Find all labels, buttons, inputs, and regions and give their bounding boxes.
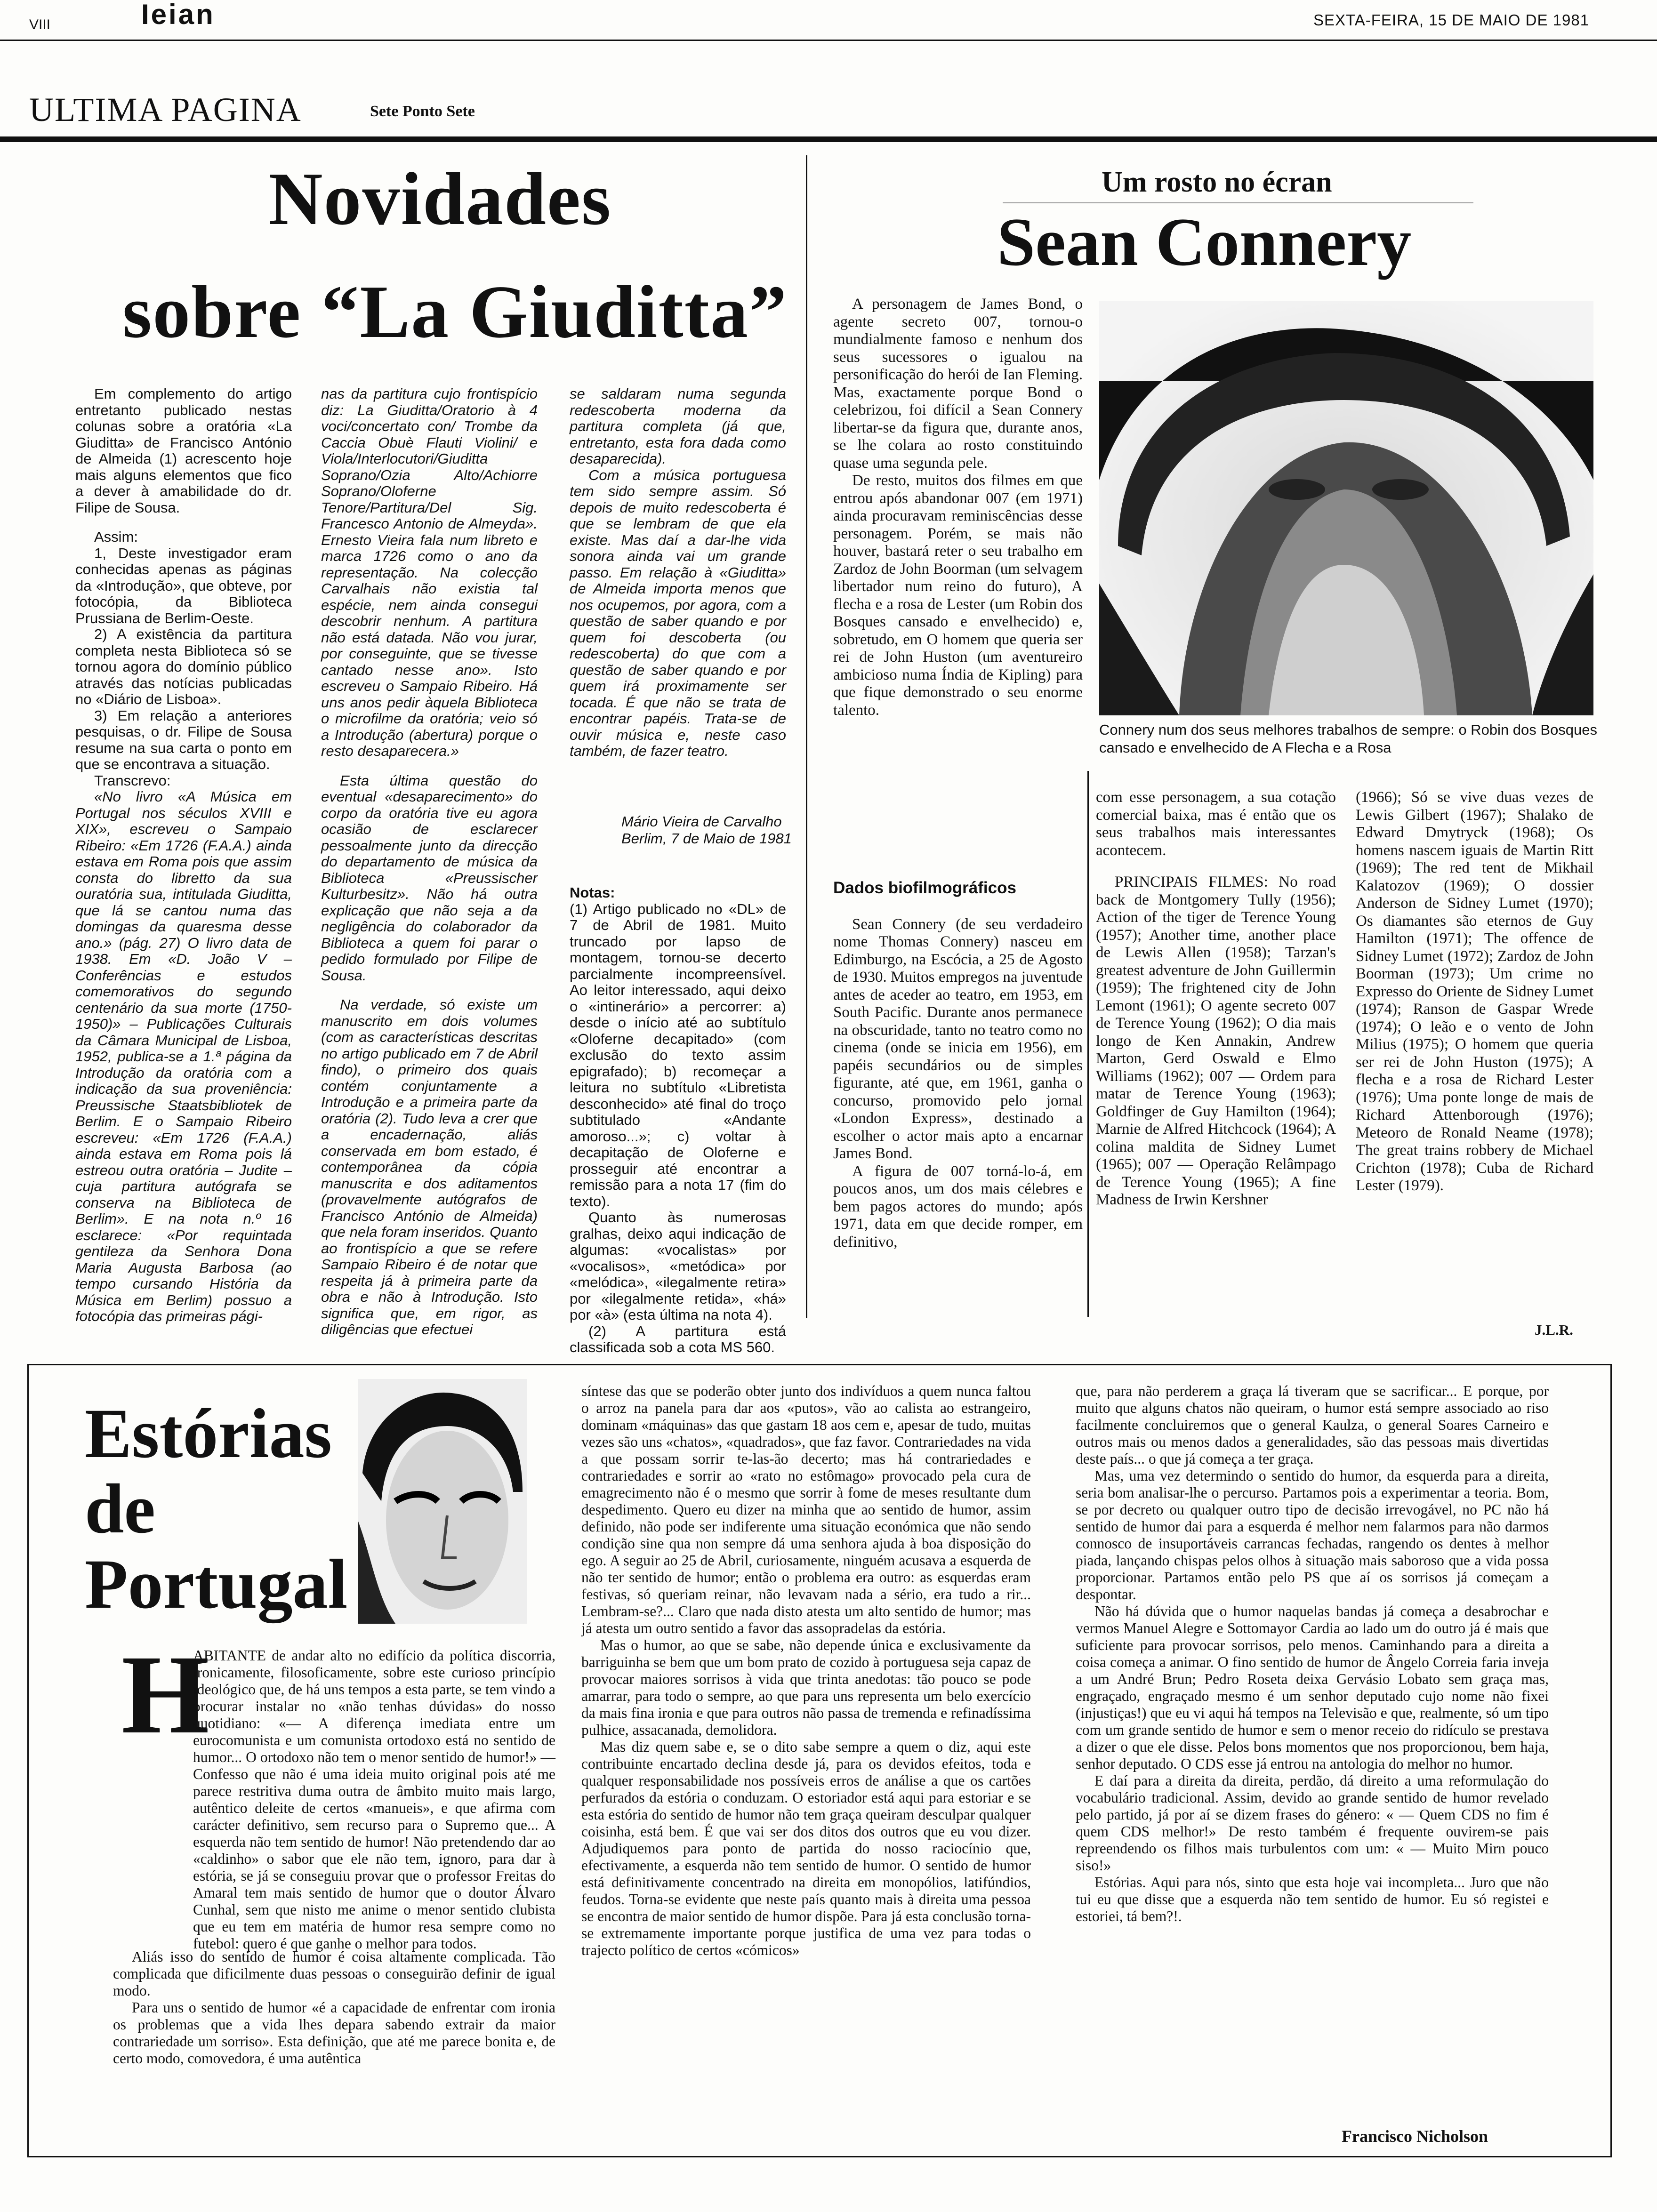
giuditta-column-2: [321, 386, 538, 1338]
films-column-1: [1096, 789, 1336, 1209]
estorias-p: síntese das que se poderão obter junto dos indivíduos a quem nunca faltou o arroz na panela para dar aos «putos», vão ao calista ao estrangeiro, dominam «máquinas» das que gastam 18 aos cem e, apesar de tudo, muitas vezes são uns «chatos», «quadrados», que faz favor. Contrariedades na vida a que possam sorrir te-las-ão decerto; mas há contrariedades e contrariedades e sorrir ao «rato no estômago» provocado pela cura de emagrecimento não é o mesmo que sorrir à fome de meses resultante dum despedimento. Quero eu dizer na minha que ao sentido de humor, assim definido, não pode ser indiferente uma situação económica que não sendo condição sine qua non sempre dá uma senhora ajuda à boa disposição do ego. A seguir ao 25 de Abril, curiosamente, ninguém acusava a esquerda de não ter sentido de humor; então o problema era outro: as esquerdas eram festivas, só queriam reinar, não levavam nada a sério, era tudo a rir... Lembram-se?... Claro que nada disto atesta um alto sentido de humor; mas já atesta um outro sentido a favor das assopradelas da estória.: [581, 1383, 1031, 1636]
giuditta-p: Esta última questão do eventual «desaparecimento» do corpo da oratória tive eu agora ocasião de esclarecer pessoalmente junto da direcção do departamento de música da Biblioteca «Preussischer Kulturbesitz». Não há outra explicação que não seja a da negligência do colaborador da Biblioteca a quem foi parar o pedido formulado por Filipe de Sousa.: [321, 772, 538, 984]
estorias-p: E daí para a direita da direita, perdão, dá direito a uma reformulação do vocabulário tradicional. Assim, devido ao grande sentido de humor revelado pelo partido, já por aí se dizem frases do género: « — Quem CDS no fim é quem CDS melhor!» De resto também é frequente ouvirem-se pais repreendendo os filhos mais turbulentos com um: « — Muito Mirn pouco siso!»: [1076, 1772, 1549, 1874]
giuditta-notes: [570, 885, 786, 1356]
films-column-2: [1356, 789, 1593, 1195]
giuditta-p: Com a música portuguesa tem sido sempre assim. Só depois de muito redescoberta é que se lembram de que ela existe. Mas daí a dar-lhe vida sonora ainda vai um grande passo. Em relação à «Giuditta» de Almeida importa menos que nos ocupemos, por agora, com a questão de saber quando e por quem foi descoberta (ou redescoberta) do que com a questão de saber quando e por quem irá proximamente ser tocada. É que não se trata de encontrar papéis. Trata-se de ouvir música e, neste caso também, de fazer teatro.: [570, 466, 786, 759]
section-subtitle: Sete Ponto Sete: [370, 103, 475, 120]
connery-signature: J.L.R.: [1535, 1322, 1573, 1338]
bio-p: Sean Connery (de seu verdadeiro nome Thomas Connery) nasceu em Edimburgo, na Escócia, a 25 de Agosto de 1930. Muitos empregos na juventude antes de aceder ao teatro, em 1953, em South Pacific. Durante anos permanece na obscuridade, tanto no teatro como no cinema (onde se inicia em 1956), em papéis secundários ou de simples figurante, até que, em 1961, ganha o concurso, promovido pelo jornal «London Express», destinado a escolher o actor mais apto a encarnar James Bond.: [833, 915, 1083, 1162]
connery-headline: Sean Connery: [997, 204, 1412, 280]
giuditta-p: 3) Em relação a anteriores pesquisas, o dr. Filipe de Sousa resume na sua carta o ponto em que se encontrava a situação.: [75, 707, 292, 772]
giuditta-p: nas da partitura cujo frontispício diz: La Giuditta/Oratorio à 4 voci/concertato con/ Trombe da Caccia Obuè Flauti Violini/ e Viola/Interlocutori/Giuditta Soprano/Ozia Alto/Achiorre Soprano/Oloferne Tenore/Partitura/Del Sig. Francesco Antonio de Almeyda». Ernesto Vieira fala num libreto e marca 1726 como o ano da representação. Na colecção Carvalhais não existia tal espécie, nem ainda consegui descobrir nenhum. A partitura não está datada. Não vou jurar, por conseguinte, que se tivesse cantado nesse ano». Isto escreveu o Sampaio Ribeiro. Há uns anos pedir àquela Biblioteca o microfilme da oratória; veio só a Introdução (abertura) porque o resto desaparecera.»: [321, 385, 538, 759]
estorias-column-1b: [113, 1948, 555, 2067]
estorias-p: Mas, uma vez determindo o sentido do humor, da esquerda para a direita, seria bom analisar-lhe o percurso. Partamos pois a experimentar a teoria. Bom, se por decreto ou qualquer outro tipo de decisão irrevogável, no PC não há sentido de humor dai para a esquerda é melhor nem falarmos para não darmos connosco de insuportáveis carrancas fechadas, rangendo os dentes à melhor piada, lançando chispas pelos olhos à situação mais saboroso que a vida possa proporcionar. Partamos então pelo PS que aí os sorrisos já começam a despontar.: [1076, 1467, 1549, 1603]
estorias-signature: Francisco Nicholson: [1342, 2127, 1488, 2146]
films-list-1: PRINCIPAIS FILMES: No road back de Montgomery Tully (1956); Action of the tiger de Terence Young (1957); Another time, another place de Lewis Allen (1958); Tarzan's greatest adventure de John Guillermin (1959); The frightened city de John Lemont (1961); O agente secreto 007 de Terence Young (1962); O dia mais longo de Ken Annakin, Andrew Marton, Gerd Oswald e Elmo Williams (1962); 007 — Ordem para matar de Terence Young (1963); Goldfinger de Guy Hamilton (1964); Marnie de Alfred Hitchcock (1964); A colina maldita de Sidney Lumet (1965); 007 — Operação Relâmpago de Terence Young (1965); A fine Madness de Irwin Kershner: [1096, 874, 1336, 1208]
estorias-p: que, para não perderem a graça lá tiveram que se sacrificar... E porque, por muito que alguns chatos não queiram, o humor está sempre associado ao riso facilmente concluiremos que o general Kaulza, o general Soares Carneiro e outros mais ou menos dados a generalidades, são das pessoas mais divertidas deste país... o que já começa a ter graça.: [1076, 1383, 1549, 1467]
bio-divider: [1087, 771, 1089, 1317]
header-top-rule: [0, 40, 1657, 41]
giuditta-headline-1: Novidades: [268, 157, 612, 240]
estorias-column-1: [193, 1647, 555, 1952]
note: Quanto às numerosas gralhas, deixo aqui indicação de algumas: «vocalistas» por «vocalisos», «metódica» por «melódica», «ilegalmente retira» por «ilegalmente retida», «há» por «à» (esta última na nota 4).: [570, 1209, 786, 1323]
photo-caption: Connery num dos seus melhores trabalhos de sempre: o Robin dos Bosques cansado e envelhecido de A Flecha e a Rosa: [1099, 721, 1598, 756]
estorias-p: Mas diz quem sabe e, se o dito sabe sempre a quem o diz, aqui este contribuinte encartado declina desde já, para os devidos efeitos, toda e qualquer responsabilidade nos possíveis erros de análise a que os cartões perfurados da estória o conduzam. O estoriador está aqui para estoriar e se esta estória do sentido de humor não tem graça queiram desculpar qualquer coisinha, está bem. É que vai ser dos ditos dos outros que eu vou dizer. Adjudiquemos para ponto de partida do nosso raciocínio que, efectivamente, a esquerda não tem sentido de humor. O sentido de humor está definitivamente concentrado na direita em monopólios, latifúndios, feudos. Torna-se evidente que neste país quanto mais à direita uma pessoa se encontra de maior sentido de humor dispõe. Para já esta conclusão torna-se extremamente importante porque justifica de uma vez para todas o trajecto político de certos «cómicos»: [581, 1739, 1031, 1958]
giuditta-p: Na verdade, só existe um manuscrito em dois volumes (com as características descritas no artigo publicado em 7 de Abril findo), o primeiro dos quais contém conjuntamente a Introdução e a primeira parte da oratória (2). Tudo leva a crer que a encadernação, aliás conservada em bom estado, é contemporânea da cópia manuscrita e dos aditamentos (provavelmente autógrafos de Francisco António de Almeida) que nela foram inseridos. Quanto ao frontispício a que se refere Sampaio Ribeiro é de notar que respeita já à primeira parte da obra e não à Introdução. Isto significa que, em rigor, as diligências que efectuei: [321, 996, 538, 1338]
section-title: ULTIMA PAGINA: [29, 91, 302, 128]
estorias-lead: ABITANTE de andar alto no edifício da política discorria, ironicamente, filosoficamente, sobre este curioso princípio ideológico que, de há uns tempos a esta parte, se tem vindo a procurar instalar no «não tenhas dúvidas» do nosso quotidiano: «— A diferença imediata entre um eurocomunista e um comunista ortodoxo está no sentido de humor... O ortodoxo não tem o menor sentido de humor!» — Confesso que não é uma ideia muito original pois até me parece restritiva duma outra de âmbito muito mais largo, autêntico deleite de certos «manueis», e que afirma com carácter definitivo, sem recurso para o Supremo que... A esquerda não tem sentido de humor! Não pretendendo dar ao «caldinho» o sabor que ele não tem, ignoro, para dar à estória, se já se conseguiu provar que o professor Freitas do Amaral tem mais sentido de humor que o doutor Álvaro Cunhal, sem que nisto me anime o menor sentido clubista que eu tem em matéria de humor resa sempre como no futebol: quero é que ganhe o melhor para todos.: [193, 1647, 555, 1952]
header-bottom-rule: [0, 136, 1657, 142]
connery-photo: [1099, 301, 1593, 715]
giuditta-p: Em complemento do artigo entretanto publicado nestas colunas sobre a oratória «La Giuditta» de Francisco António de Almeida (1) acrescento hoje mais alguns elementos que fico a dever à amabilidade do dr. Filipe de Sousa.: [75, 385, 292, 516]
giuditta-column-1: [75, 386, 292, 1325]
connery-p: De resto, muitos dos filmes em que entrou após abandonar 007 (em 1971) ainda procuravam reminiscências desse personagem. Porém, se mais não houver, bastará reter o seu trabalho em Zardoz de John Boorman (um selvagem libertador num reino do futuro), A flecha e a rosa de Lester (um Robin dos Bosques cansado e envelhecido) e, sobretudo, em O homem que queria ser rei de John Huston (um aventureiro ambicioso numa Índia de Kipling) para que fique demonstrado o seu enorme talento.: [833, 472, 1083, 719]
notes-title: Notas:: [570, 884, 615, 901]
drop-cap: H: [121, 1632, 209, 1757]
estorias-p: Não há dúvida que o humor naquelas bandas já começa a desabrochar e vermos Manuel Alegre e Sottomayor Cardia ao lado um do outro já é mais que suficiente para provocar sorrisos, pelo menos. Caminhando para a direita a coisa começa a animar. O fino sentido de humor de Ângelo Correia faria inveja a um André Brun; Pedro Roseta deixa Gervásio Lobato sem graça mas, engraçado, engraçado mesmo é um senhor deputado cujo nome não fixei (injustiças!) que eu vi aqui há tempos na Televisão e que, realmente, só um tipo com um grande sentido de humor e sem o menor receio do ridículo se prestava a dizer o que ele disse. Pelos bons momentos que nos proporcionou, bem haja, senhor deputado. O CDS esse já entrou na antologia do melhor no humor.: [1076, 1603, 1549, 1772]
note: (1) Artigo publicado no «DL» de 7 de Abril de 1981. Muito truncado por lapso de montagem, tornou-se decerto parcialmente incompreensível. Ao leitor interessado, aqui deixo o «intinerário» a percorrer: a) desde o início até ao subtítulo «Oloferne decapitado» (com exclusão do texto assim epigrafado); b) recomeçar a leitura no subtítulo «Libretista desconhecido» até final do troço subtitulado «Andante amoroso...»; c) voltar à decapitação de Oloferne e prosseguir até encontrar a remissão para a nota 17 (fim do texto).: [570, 900, 786, 1210]
giuditta-p: Assim:: [94, 529, 138, 545]
bio-p: A figura de 007 torná-lo-á, em poucos anos, um dos mais célebres e bem pagos actores do mundo; após 1971, data em que decide romper, em definitivo,: [833, 1162, 1083, 1250]
author-portrait-icon: [358, 1379, 527, 1624]
nicholson-portrait: [358, 1379, 527, 1624]
estorias-p: Aliás isso do sentido de humor é coisa altamente complicada. Tão complicada que dificilmente duas pessoas o conseguirão definir de igual modo.: [113, 1948, 555, 1999]
films-intro: com esse personagem, a sua cotação comercial baixa, mas é então que os seus trabalhos mais interessantes acontecem.: [1096, 789, 1336, 859]
giuditta-author: Mário Vieira de Carvalho: [621, 813, 782, 830]
giuditta-headline-2: sobre “La Giuditta”: [122, 270, 788, 353]
giuditta-quote: «No livro «A Música em Portugal nos séculos XVIII e XIX», escreveu o Sampaio Ribeiro: «Em 1726 (F.A.A.) ainda estava em Roma pois que assim consta do libretto da sua ouratória sua, intitulada Giuditta, que lá se cantou numa das domingas da quaresma desse ano.» (pág. 27) O livro data de 1938. Em «D. João V – Conferências e estudos comemorativos do segundo centenário da sua morte (1750-1950)» – Publicações Culturais da Câmara Municipal de Lisboa, 1952, publica-se a 1.ª página da Introdução da oratória com a indicação da sua proveniência: Preussische Staatsbibliotek de Berlim. E o Sampaio Ribeiro escreveu: «Em 1726 (F.A.A.) ainda estava em Roma pois lá estreou outra oratória – Judite – cuja partitura autógrafa se conserva na Biblioteca de Berlim». E na nota n.º 16 esclarece: «Por requintada gentileza da Senhora Dona Maria Augusta Barbosa (ao tempo cursando História da Música em Berlim) possuo a fotocópia das primeiras pági-: [75, 788, 292, 1324]
bio-title: Dados biofilmográficos: [833, 879, 1016, 897]
issue-date: SEXTA-FEIRA, 15 DE MAIO DE 1981: [1313, 11, 1590, 29]
estorias-title-2: de: [85, 1470, 155, 1548]
estorias-p: Mas o humor, ao que se sabe, não depende única e exclusivamente da barriguinha se bem que um bom prato de cozido à portuguesa seja capaz de provocar maiores sorrisos à vida que trinta anedotas: tão pouco se pode amarrar, para todo o sempre, ao que para uns representa um belo exercício da mais fina ironia e que para outros não passa de tremenda e refinadíssima pulhice, assacanada, demolidora.: [581, 1637, 1031, 1738]
newspaper-logo: Ieian: [141, 0, 215, 30]
giuditta-p: se saldaram numa segunda redescoberta moderna da partitura completa (já que, entretanto, esta fora dada como desaparecida).: [570, 385, 786, 467]
giuditta-place-date: Berlim, 7 de Maio de 1981: [621, 830, 792, 847]
connery-bio-column: [833, 771, 1083, 1251]
page-number: VIII: [29, 17, 51, 32]
estorias-p: Estórias. Aqui para nós, sinto que esta hoje vai incompleta... Juro que não tui eu que disse que a esquerda não tem sentido de humor. Eu só registei e estoriei, tá bem?!.: [1076, 1874, 1549, 1924]
giuditta-p: 2) A existência da partitura completa nesta Biblioteca só se tornou agora do domínio público através das notícias publicadas no «Diário de Lisboa».: [75, 626, 292, 707]
estorias-p: Para uns o sentido de humor «é a capacidade de enfrentar com ironia os problemas que a vida lhes depara sabendo extrair da maior contrariedade um sorriso». Esta definição, que até me parece bonita e, de certo modo, comovedora, é uma autêntica: [113, 1999, 555, 2067]
giuditta-p: Transcrevo:: [94, 772, 171, 789]
connery-kicker: Um rosto no écran: [1102, 166, 1332, 198]
giuditta-column-3: [570, 386, 786, 760]
robin-hood-portrait-icon: [1099, 301, 1593, 715]
connery-intro: [833, 296, 1083, 719]
note: (2) A partitura está classificada sob a cota MS 560.: [570, 1322, 786, 1355]
films-list-2: (1966); Só se vive duas vezes de Lewis Gilbert (1967); Shalako de Edward Dmytryck (1968); Os homens nascem iguais de Martin Ritt (1969); The red tent de Mikhail Kalatozov (1969); O dossier Anderson de Sidney Lumet (1970); Os diamantes são eternos de Guy Hamilton (1971); The offence de Sidney Lumet (1972); Zardoz de John Boorman (1973); Um crime no Expresso do Oriente de Sidney Lumet (1974); Ranson de Gaspar Wrede (1974); O leão e o vento de John Milius (1975); O homem que queria ser rei de John Huston (1975); A flecha e a rosa de Richard Lester (1976); Uma ponte longe de mais de Richard Attenborough (1976); Meteoro de Ronald Neame (1978); The great trains robbery de Michael Crichton (1978); Cuba de Richard Lester (1979).: [1356, 789, 1593, 1194]
connery-p: A personagem de James Bond, o agente secreto 007, tornou-o mundialmente famoso e nenhum dos seus sucessores o igualou na personificação do herói de Ian Fleming. Mas, exactamente porque Bond o celebrizou, foi difícil a Sean Connery libertar-se da figura que, durante anos, se lhe colara ao rosto constituindo quase uma segunda pele.: [833, 296, 1083, 472]
estorias-column-3: [1076, 1383, 1549, 1925]
estorias-title-3: Portugal: [85, 1545, 348, 1623]
giuditta-p: 1, Deste investigador eram conhecidas apenas as páginas da «Introdução», que obteve, por fotocópia, da Biblioteca Prussiana de Berlim-Oeste.: [75, 545, 292, 626]
estorias-column-2: [581, 1383, 1031, 1959]
column-divider: [806, 155, 807, 1318]
estorias-title-1: Estórias: [85, 1395, 332, 1473]
